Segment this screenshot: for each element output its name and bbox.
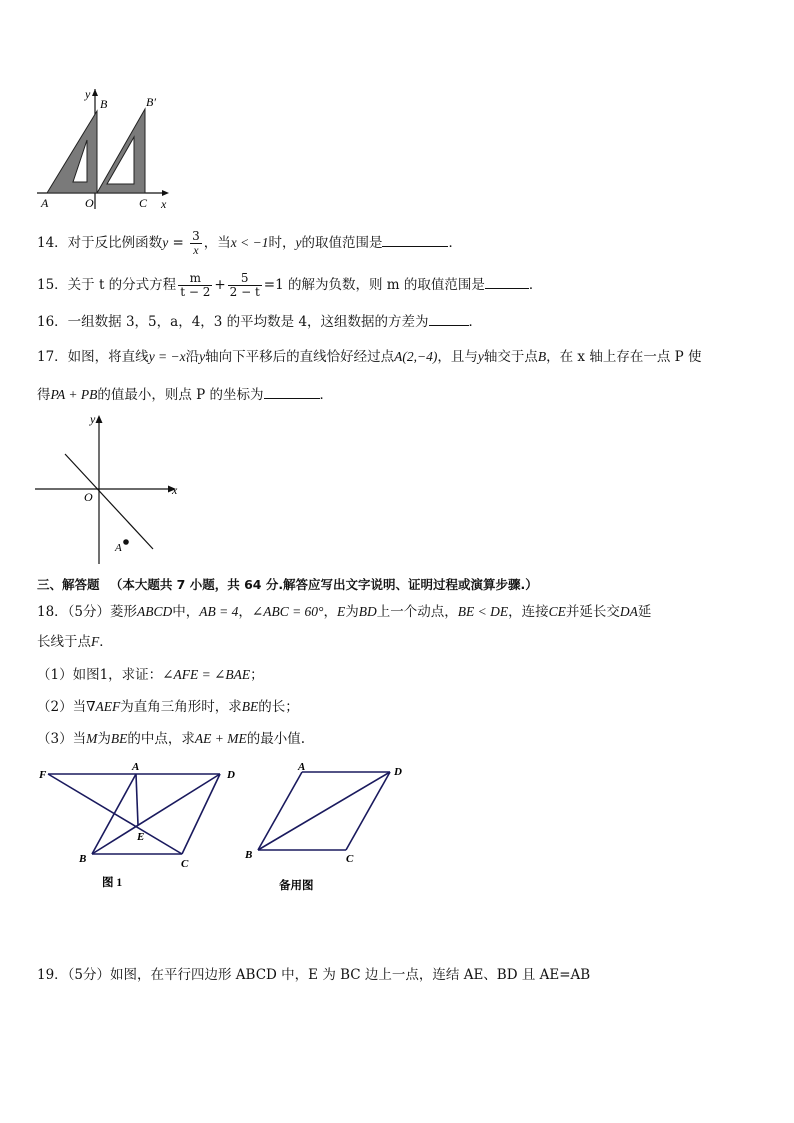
label-x: x: [172, 483, 178, 497]
question-18-part-1: （1）如图1，求证：∠AFE = ∠BAE；: [37, 667, 264, 683]
label-A: A: [132, 761, 140, 773]
question-14: 14．对于反比例函数y = $\frac{3}{x}$ ，当x < −1时，y的取值范围是 ．: [37, 229, 462, 257]
segment-BD: [258, 772, 390, 850]
question-18-part-3: （3）当M为BE的中点，求AE + ME的最小值.: [37, 731, 305, 747]
section-3-heading: 三、解答题 （本大题共 7 小题，共 64 分.解答应写出文字说明、证明过程或演算步骤.）: [37, 577, 538, 592]
line-y-eq-neg-x: [65, 454, 153, 549]
segment-BA: [258, 772, 302, 850]
label-C: C: [181, 858, 189, 870]
answer-blank: [485, 274, 529, 289]
figure-18-fig1: [36, 758, 246, 898]
label-A: A: [298, 761, 306, 773]
label-O: O: [85, 196, 94, 210]
label-F: F: [39, 769, 47, 781]
figure-set-squares: [35, 85, 175, 215]
fraction-5-over-2-t: $\frac{5}{2 - t}$: [229, 271, 260, 299]
label-O: O: [84, 490, 93, 504]
question-18-line-1: 18．（5分）菱形ABCD中，AB = 4，∠ABC = 60°，E为BD上一个动点，BE < DE，连接CE并延长交DA延: [37, 604, 652, 620]
label-C: C: [139, 196, 148, 210]
point-A: [123, 539, 129, 545]
set-square-left: [47, 111, 97, 193]
figure-18-spare: [242, 758, 412, 898]
label-A: A: [115, 542, 122, 554]
label-B: B: [245, 849, 253, 861]
y-arrow: [92, 89, 98, 96]
label-C: C: [346, 853, 354, 865]
fraction-3-over-x: $\frac{3}{x}$: [192, 229, 200, 257]
label-E: E: [137, 831, 145, 843]
segment-FC: [48, 774, 182, 854]
question-15: 15．关于 t 的分式方程 $\frac{m}{t - 2}$ + $\frac{5}{2 - t}$ =1 的解为负数，则 m 的取值范围是 ．: [37, 271, 543, 299]
answer-blank: [429, 311, 469, 326]
segment-DC: [346, 772, 390, 850]
segment-AE: [136, 774, 138, 825]
question-19: 19．（5分）如图，在平行四边形 ABCD 中，E 为 BC 边上一点，连结 AE、BD 且 AE=AB: [37, 967, 591, 983]
question-18-part-2: （2）当∇AEF为直角三角形时，求BE的长；: [37, 699, 299, 715]
label-B: B: [100, 97, 108, 111]
label-B: B: [79, 853, 87, 865]
label-x: x: [161, 197, 167, 211]
question-16: 16．一组数据 3，5，a，4，3 的平均数是 4，这组数据的方差为 ．: [37, 311, 482, 332]
label-D: D: [394, 766, 402, 778]
label-y: y: [90, 412, 96, 426]
question-17-line-2: 得PA + PB的值最小，则点 P 的坐标为 ．: [37, 384, 333, 405]
label-y: y: [85, 87, 91, 101]
fraction-m-over-t-2: $\frac{m}{t - 2}$: [180, 271, 211, 299]
answer-blank: [382, 232, 448, 247]
y-arrow: [96, 415, 103, 423]
caption-spare-figure: 备用图: [279, 880, 314, 892]
label-D: D: [227, 769, 235, 781]
label-B-prime: B′: [146, 95, 156, 109]
label-A: A: [41, 196, 49, 210]
answer-blank: [264, 384, 320, 399]
question-18-line-2: 长线于点F．: [37, 634, 113, 650]
figure-coordinate-line: [35, 410, 185, 570]
caption-figure-1: 图 1: [102, 877, 123, 889]
set-square-right: [97, 109, 145, 193]
x-arrow: [162, 190, 169, 196]
question-17-line-1: 17．如图，将直线y = −x沿y轴向下平移后的直线恰好经过点A(2,−4)，且与y轴交于点B，在 x 轴上存在一点 P 使: [37, 349, 702, 365]
